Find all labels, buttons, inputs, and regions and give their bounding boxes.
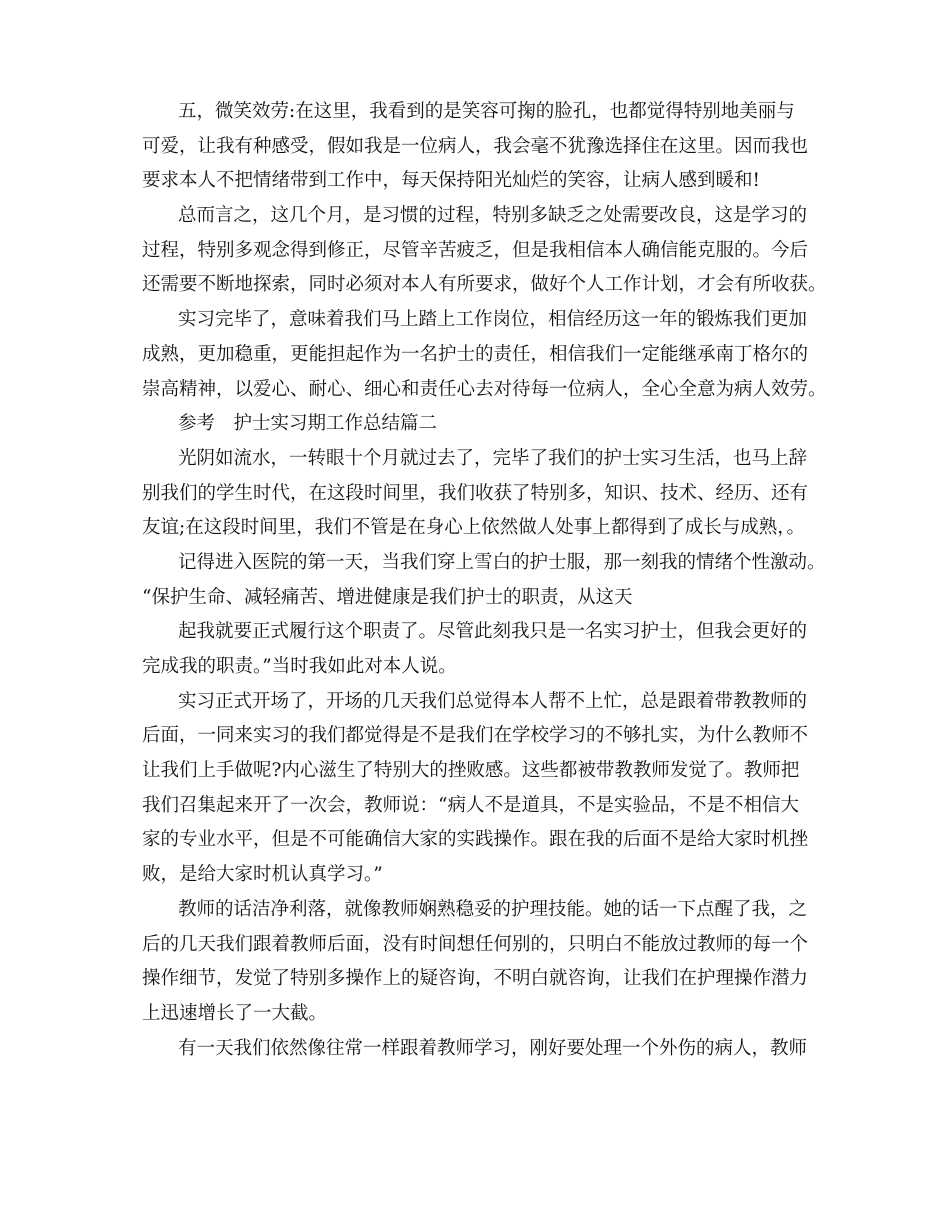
section-heading: 参考 护士实习期工作总结篇二 [178,413,438,435]
text-line: 完成我的职责。”当时我如此对本人说。 [142,656,457,677]
text-line: 有一天我们依然像往常一样跟着教师学习，刚好要处理一个外伤的病人，教师 [178,1037,808,1059]
text-line: 别我们的学生时代，在这段时间里，我们收获了特别多，知识、技术、经历、还有 [142,482,809,504]
text-line: 成熟，更加稳重，更能担起作为一名护士的责任，相信我们一定能继承南丁格尔的 [142,343,809,365]
text-line: 过程，特别多观念得到修正，尽管辛苦疲乏，但是我相信本人确信能克服的。今后 [142,239,809,261]
text-line: 教师的话洁净利落，就像教师娴熟稳妥的护理技能。她的话一下点醒了我，之 [178,898,808,920]
text-line: 家的专业水平，但是不可能确信大家的实践操作。跟在我的后面不是给大家时机挫 [142,829,809,851]
text-line: 败，是给大家时机认真学习。” [142,864,383,886]
text-line: 实习完毕了，意味着我们马上踏上工作岗位，相信经历这一年的锻炼我们更加 [178,309,808,331]
text-line: 后面，一同来实习的我们都觉得是不是我们在学校学习的不够扎实，为什么教师不 [142,725,809,747]
text-line: 五，微笑效劳:在这里，我看到的是笑容可掬的脸孔，也都觉得特别地美丽与 [178,101,795,122]
text-line: “保护生命、减轻痛苦、增进健康是我们护士的职责，从这天 [142,586,633,608]
text-line: 起我就要正式履行这个职责了。尽管此刻我只是一名实习护士，但我会更好的 [178,621,808,643]
text-line: 操作细节，发觉了特别多操作上的疑咨询，不明白就咨询，让我们在护理操作潜力 [142,968,809,990]
text-line: 总而言之，这几个月，是习惯的过程，特别多缺乏之处需要改良，这是学习的 [178,205,808,227]
text-line: 光阴如流水，一转眼十个月就过去了，完毕了我们的护士实习生活，也马上辞 [178,447,808,469]
text-line: 可爱，让我有种感受，假如我是一位病人，我会毫不犹豫选择住在这里。因而我也 [142,135,809,157]
text-line: 后的几天我们跟着教师后面，没有时间想任何别的，只明白不能放过教师的每一个 [142,933,809,955]
text-line: 记得进入医院的第一天，当我们穿上雪白的护士服，那一刻我的情绪个性激动。 [178,551,826,573]
text-line: 崇高精神，以爱心、耐心、细心和责任心去对待每一位病人，全心全意为病人效劳。 [142,378,827,400]
text-line: 还需要不断地探索，同时必须对本人有所要求，做好个人工作计划，才会有所收获。 [142,274,827,296]
text-line: 要求本人不把情绪带到工作中，每天保持阳光灿烂的笑容，让病人感到暖和! [142,170,760,192]
text-line: 让我们上手做呢?内心滋生了特别大的挫败感。这些都被带教教师发觉了。教师把 [142,760,800,782]
text-line: 友谊;在这段时间里，我们不管是在身心上依然做人处事上都得到了成长与成熟，。 [142,517,805,539]
text-line: 上迅速增长了一大截。 [142,1002,328,1024]
text-line: 实习正式开场了，开场的几天我们总觉得本人帮不上忙，总是跟着带教教师的 [178,690,808,712]
text-line: 我们召集起来开了一次会，教师说：“病人不是道具，不是实验品，不是不相信大 [142,794,799,816]
